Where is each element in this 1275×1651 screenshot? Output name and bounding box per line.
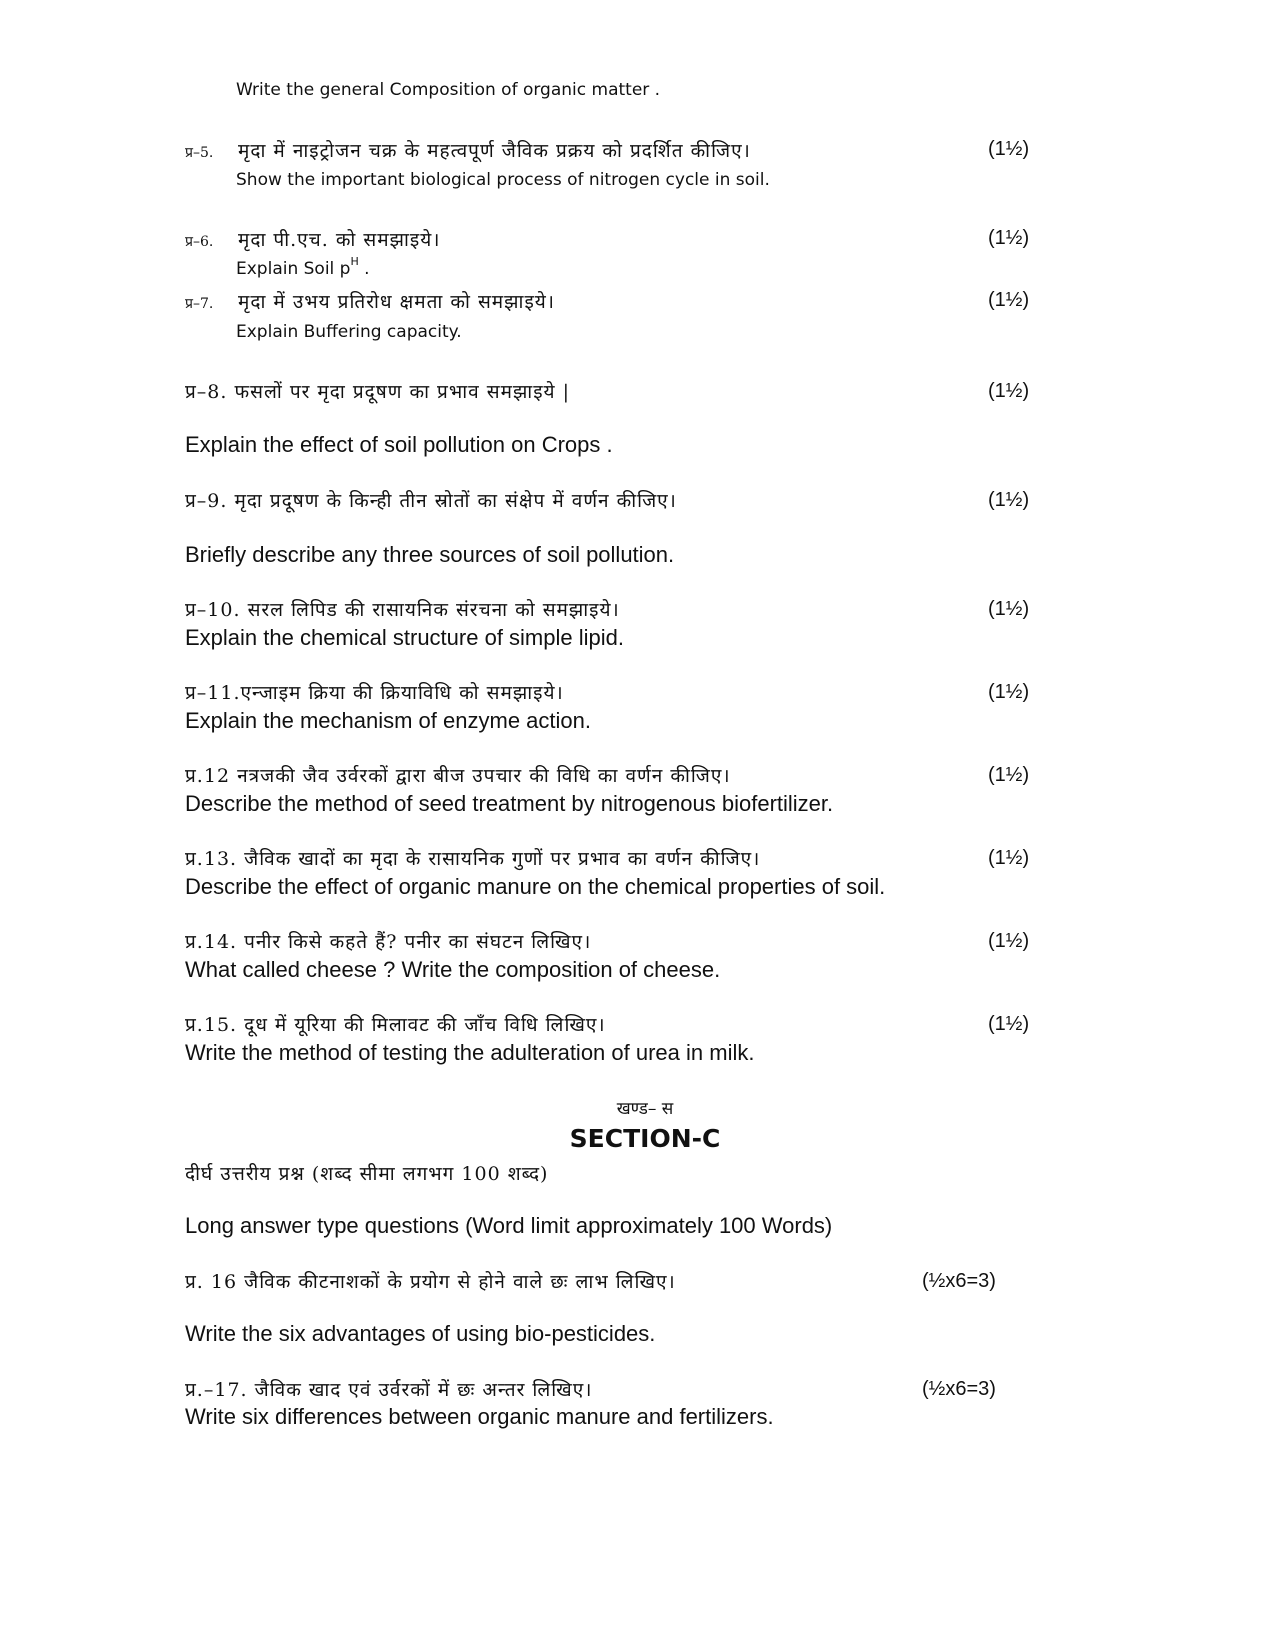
q17-english-text: Write six differences between organic manure and fertilizers.: [185, 1404, 774, 1429]
q6-number: प्र–6.: [185, 234, 214, 250]
q15-hindi-text: प्र.15. दूध में यूरिया की मिलावट की जाँच विधि लिखिए।: [185, 1014, 606, 1036]
section-hindi-description: दीर्घ उत्तरीय प्रश्न (शब्द सीमा लगभग 100 शब्द): [185, 1163, 549, 1185]
q6-english-line: [236, 255, 370, 279]
q16-english-text: Write the six advantages of using bio-pesticides.: [185, 1321, 656, 1346]
q6-hindi-text: मृदा पी.एच. को समझाइये।: [238, 229, 441, 251]
q6-english-text: Explain Soil p: [236, 259, 351, 279]
q9-hindi-text: प्र–9. मृदा प्रदूषण के किन्ही तीन स्रोतों का संक्षेप में वर्णन कीजिए।: [185, 490, 677, 512]
q9-english-text: Briefly describe any three sources of soil pollution.: [185, 542, 675, 567]
q16-marks: (½x6=3): [922, 1270, 996, 1292]
q4-english-text: Write the general Composition of organic matter .: [236, 80, 661, 100]
q7-english-text: Explain Buffering capacity.: [236, 322, 462, 342]
q9-marks: (1½): [988, 489, 1030, 511]
q5-hindi-text: मृदा में नाइट्रोजन चक्र के महत्वपूर्ण जैविक प्रक्रय को प्रदर्शित कीजिए।: [238, 140, 751, 162]
q17-marks: (½x6=3): [922, 1378, 996, 1400]
q14-hindi-text: प्र.14. पनीर किसे कहते हैं? पनीर का संघटन लिखिए।: [185, 931, 592, 953]
q8-hindi-text: प्र–8. फसलों पर मृदा प्रदूषण का प्रभाव समझाइये |: [185, 381, 571, 403]
q10-hindi-text: प्र–10. सरल लिपिड की रासायनिक संरचना को समझाइये।: [185, 599, 620, 621]
q5-number: प्र–5.: [185, 145, 214, 161]
q14-english-text: What called cheese ? Write the composition of cheese.: [185, 957, 721, 982]
q15-marks: (1½): [988, 1013, 1030, 1035]
q11-hindi-text: प्र–11.एन्जाइम क्रिया की क्रियाविधि को समझाइये।: [185, 682, 564, 704]
section-title: SECTION-C: [569, 1124, 721, 1153]
q17-hindi-text: प्र.–17. जैविक खाद एवं उर्वरकों में छः अन्तर लिखिए।: [185, 1379, 593, 1401]
q10-english-text: Explain the chemical structure of simple lipid.: [185, 625, 624, 650]
q13-english-text: Describe the effect of organic manure on the chemical properties of soil.: [185, 874, 886, 899]
section-hindi-title: खण्ड– स: [616, 1099, 674, 1119]
q6-english-superscript: H: [350, 255, 359, 268]
q7-hindi-text: मृदा में उभय प्रतिरोध क्षमता को समझाइये।: [238, 291, 555, 313]
q12-hindi-text: प्र.12 नत्रजकी जैव उर्वरकों द्वारा बीज उपचार की विधि का वर्णन कीजिए।: [185, 765, 731, 787]
q8-english-text: Explain the effect of soil pollution on Crops .: [185, 432, 613, 457]
q10-marks: (1½): [988, 598, 1030, 620]
q7-marks: (1½): [988, 289, 1030, 311]
q12-marks: (1½): [988, 764, 1030, 786]
q13-hindi-text: प्र.13. जैविक खादों का मृदा के रासायनिक गुणों पर प्रभाव का वर्णन कीजिए।: [185, 848, 761, 870]
q5-marks: (1½): [988, 138, 1030, 160]
q11-english-text: Explain the mechanism of enzyme action.: [185, 708, 591, 733]
q16-hindi-text: प्र. 16 जैविक कीटनाशकों के प्रयोग से होने वाले छः लाभ लिखिए।: [185, 1271, 676, 1293]
section-english-description: Long answer type questions (Word limit approximately 100 Words): [185, 1213, 833, 1238]
q13-marks: (1½): [988, 847, 1030, 869]
q12-english-text: Describe the method of seed treatment by nitrogenous biofertilizer.: [185, 791, 834, 816]
q8-marks: (1½): [988, 380, 1030, 402]
q14-marks: (1½): [988, 930, 1030, 952]
q11-marks: (1½): [988, 681, 1030, 703]
q5-english-text: Show the important biological process of nitrogen cycle in soil.: [236, 170, 770, 190]
q6-marks: (1½): [988, 227, 1030, 249]
q7-number: प्र–7.: [185, 296, 214, 312]
q6-english-tail: .: [358, 259, 370, 279]
q15-english-text: Write the method of testing the adulteration of urea in milk.: [185, 1040, 755, 1065]
